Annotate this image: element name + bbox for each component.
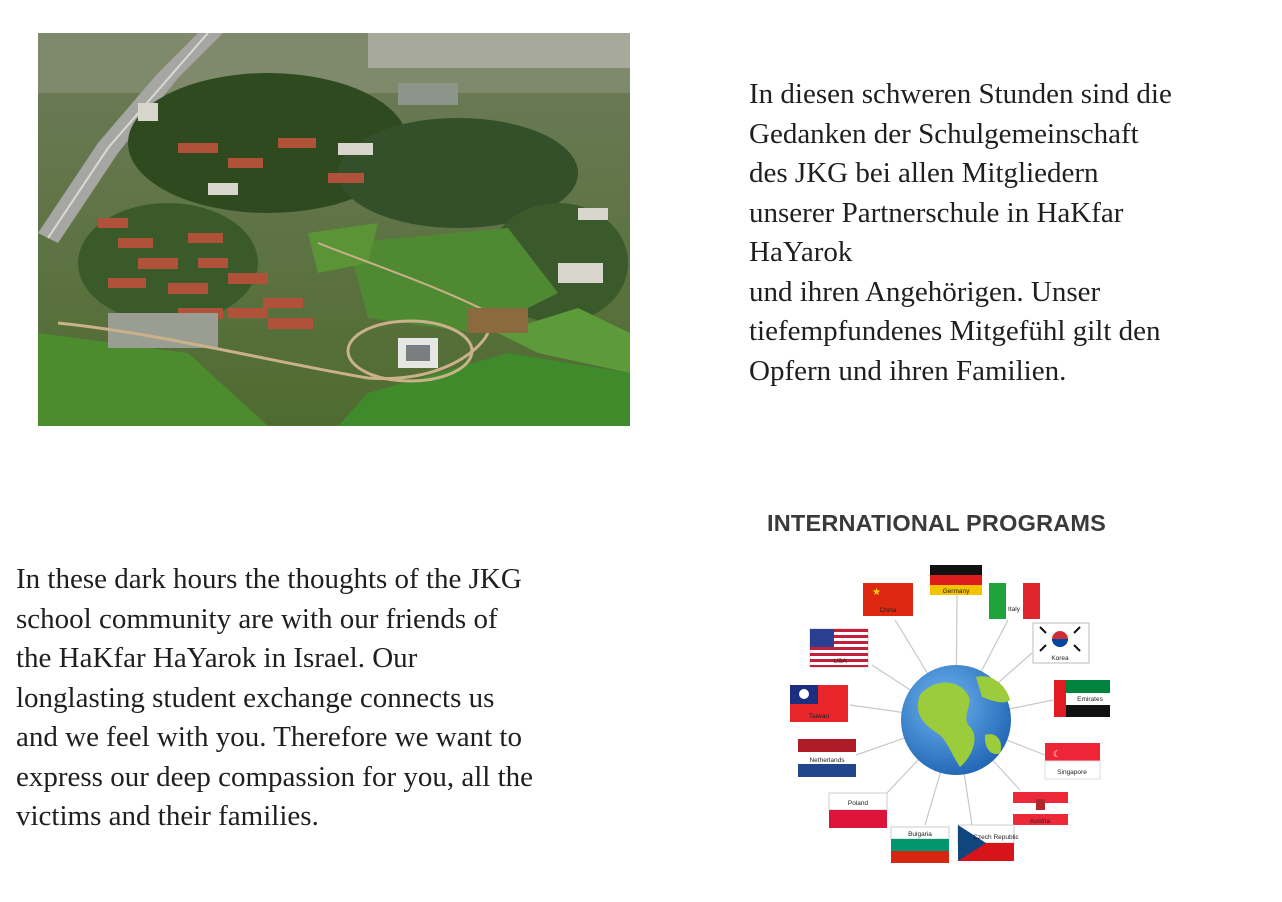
flag-label-emirates: Emirates (1077, 696, 1103, 703)
german-line: und ihren Angehörigen. Unser (749, 275, 1101, 308)
german-line: HaYarok (749, 236, 853, 268)
flag-germany (930, 565, 982, 595)
flag-label-poland: Poland (847, 800, 869, 807)
svg-text:★: ★ (872, 587, 881, 598)
flag-label-germany: Germany (942, 588, 970, 595)
flag-taiwan (790, 685, 848, 722)
german-message (749, 75, 1269, 391)
english-line: victims and their families. (16, 800, 319, 832)
english-line: express our deep compassion for you, all the (16, 760, 534, 793)
english-message (16, 560, 656, 837)
german-line: unserer Partnerschule in HaKfar (749, 196, 1124, 229)
flag-emirates (1054, 680, 1110, 717)
english-line: school community are with our friends of (16, 602, 498, 635)
flag-label-netherlands: Netherlands (809, 757, 845, 764)
flag-label-austria: Austria (1029, 818, 1051, 825)
flag-czech-republic (958, 825, 1020, 861)
flag-label-italy: Italy (1008, 606, 1020, 613)
german-line: Gedanken der Schulgemeinschaft (749, 117, 1139, 150)
flag-poland (829, 793, 887, 828)
flag-austria (1013, 792, 1068, 825)
german-line: tiefempfundenes Mitgefühl gilt den (749, 315, 1161, 347)
flag-label-czech-republic: Czech Republic (973, 834, 1019, 841)
flag-netherlands (798, 739, 856, 777)
english-line: and we feel with you. Therefore we want to (16, 721, 522, 753)
svg-text:☾: ☾ (1053, 750, 1062, 760)
flag-bulgaria (891, 827, 949, 863)
aerial-photo-drawing (38, 33, 630, 426)
flag-label-singapore: Singapore (1057, 769, 1087, 776)
flag-china (863, 583, 913, 616)
flag-label-china: China (879, 607, 897, 614)
english-line: longlasting student exchange connects us (16, 681, 495, 714)
german-line: In diesen schweren Stunden sind die (749, 78, 1172, 110)
flag-singapore (1045, 743, 1100, 779)
programs-title: INTERNATIONAL PROGRAMS (767, 510, 1107, 536)
international-programs-graphic (760, 505, 1180, 890)
flag-label-taiwan: Taiwan (808, 713, 830, 720)
globe-icon (901, 665, 1011, 775)
german-line: des JKG bei allen Mitgliedern (749, 157, 1099, 189)
german-line: Opfern und ihren Familien. (749, 354, 1067, 387)
english-line: In these dark hours the thoughts of the JKG (16, 563, 522, 595)
flag-label-bulgaria: Bulgaria (908, 831, 932, 838)
flag-usa (810, 629, 868, 667)
flag-label-korea: Korea (1051, 655, 1069, 662)
flag-korea (1033, 623, 1089, 663)
programs-drawing (760, 505, 1180, 890)
flag-italy (989, 583, 1040, 619)
aerial-photo (38, 33, 630, 426)
flag-label-usa: USA (833, 658, 847, 665)
english-line: the HaKfar HaYarok in Israel. Our (16, 642, 418, 674)
